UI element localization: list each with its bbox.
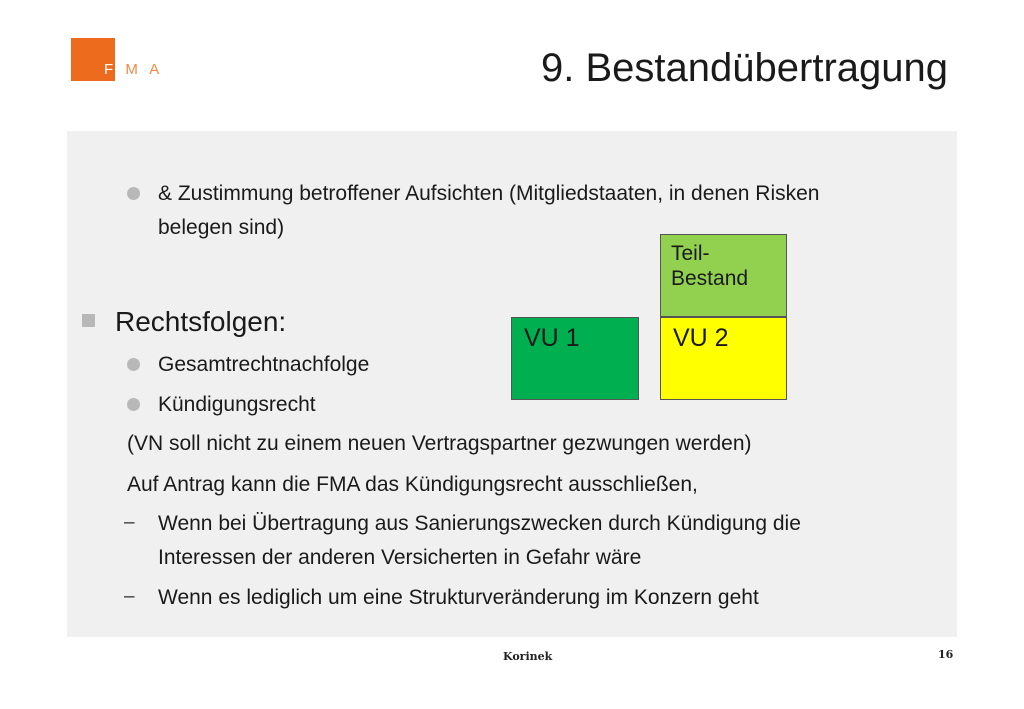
section-heading: Rechtsfolgen: xyxy=(115,306,287,337)
logo-letter-m: M xyxy=(125,61,142,78)
vu1-label: VU 1 xyxy=(524,324,580,352)
bullet-square xyxy=(82,314,95,327)
vu2-label: VU 2 xyxy=(673,324,729,352)
sub-bullet-text: Kündigungsrecht xyxy=(158,393,316,416)
bullet-dot xyxy=(127,358,140,371)
dash-item-text-cont: Interessen der anderen Versicherten in Gefahr wäre xyxy=(158,546,642,569)
teil-label-line1: Teil- xyxy=(671,242,710,265)
bullet-dot xyxy=(127,398,140,411)
dash-item-text: Wenn es lediglich um eine Strukturveränderung im Konzern geht xyxy=(158,586,759,609)
bullet-text: & Zustimmung betroffener Aufsichten (Mitgliedstaaten, in denen Risken xyxy=(158,182,820,205)
logo-text xyxy=(104,61,163,78)
vu2-box xyxy=(660,317,787,400)
note-text: Auf Antrag kann die FMA das Kündigungsrecht ausschließen, xyxy=(127,473,698,496)
teil-bestand-box xyxy=(660,234,787,317)
footer-author: Korinek xyxy=(503,650,553,663)
page-number: 16 xyxy=(938,648,954,661)
dash-item-text: Wenn bei Übertragung aus Sanierungszwecken durch Kündigung die xyxy=(158,512,801,535)
sub-bullet-text: Gesamtrechtnachfolge xyxy=(158,353,370,376)
dash-marker: – xyxy=(124,512,135,533)
logo-letter-a: A xyxy=(149,61,164,78)
vu1-box xyxy=(511,317,639,400)
bullet-dot xyxy=(127,187,140,200)
dash-marker: – xyxy=(124,586,135,607)
logo-letter-f: F xyxy=(104,61,118,78)
teil-label-line2: Bestand xyxy=(671,267,749,290)
note-text: (VN soll nicht zu einem neuen Vertragspartner gezwungen werden) xyxy=(127,432,752,455)
bullet-text-cont: belegen sind) xyxy=(158,216,285,239)
slide-title: 9. Bestandübertragung xyxy=(541,46,948,90)
